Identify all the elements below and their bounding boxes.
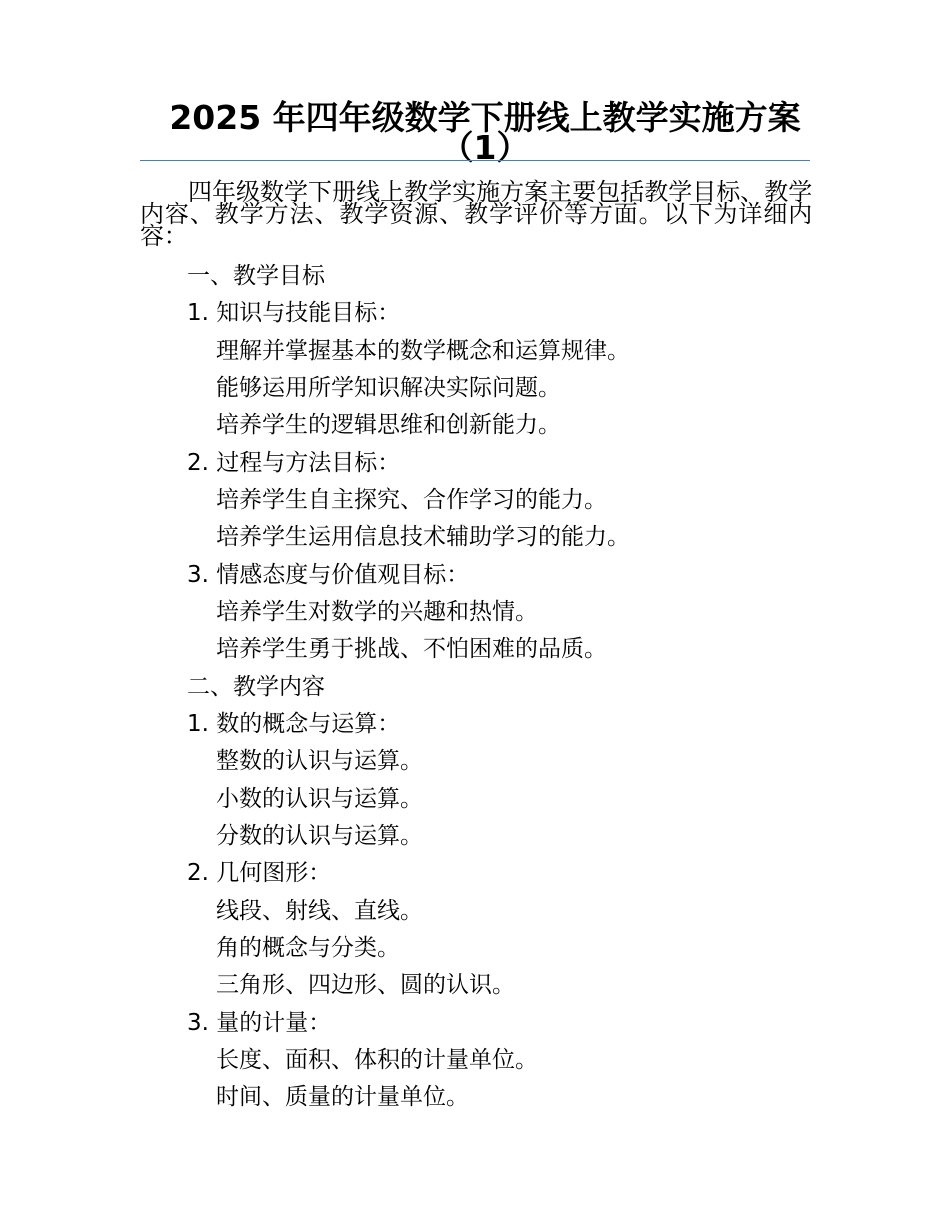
list-item: 培养学生自主探究、合作学习的能力。 [216, 487, 607, 513]
list-item: 分数的认识与运算。 [216, 823, 423, 849]
list-item: 培养学生的逻辑思维和创新能力。 [216, 412, 561, 438]
item-process-methods: 2. 过程与方法目标： [187, 450, 401, 476]
list-item: 能够运用所学知识解决实际问题。 [216, 375, 561, 401]
list-item: 整数的认识与运算。 [216, 748, 423, 774]
item-measurement: 3. 量的计量： [187, 1010, 332, 1036]
section-heading-teaching-content: 二、教学内容 [187, 674, 325, 700]
document-title: 2025 年四年级数学下册线上教学实施方案（1） [169, 98, 801, 167]
list-item: 培养学生勇于挑战、不怕困难的品质。 [216, 636, 607, 662]
list-item: 长度、面积、体积的计量单位。 [216, 1047, 538, 1073]
intro-paragraph: 四年级数学下册线上教学实施方案主要包括教学目标、教学内容、教学方法、教学资源、教学评价等方面。以下为详细内容： [140, 178, 812, 250]
title-underline-rule [140, 160, 810, 161]
list-item: 理解并掌握基本的数学概念和运算规律。 [216, 338, 630, 364]
item-attitude-values: 3. 情感态度与价值观目标： [187, 562, 470, 588]
list-item: 时间、质量的计量单位。 [216, 1084, 469, 1110]
item-knowledge-skills: 1. 知识与技能目标： [187, 300, 401, 326]
list-item: 角的概念与分类。 [216, 935, 400, 961]
list-item: 线段、射线、直线。 [216, 898, 423, 924]
list-item: 培养学生运用信息技术辅助学习的能力。 [216, 524, 630, 550]
item-geometry: 2. 几何图形： [187, 860, 332, 886]
item-numbers-operations: 1. 数的概念与运算： [187, 711, 401, 737]
list-item: 小数的认识与运算。 [216, 786, 423, 812]
list-item: 三角形、四边形、圆的认识。 [216, 972, 515, 998]
list-item: 培养学生对数学的兴趣和热情。 [216, 599, 538, 625]
section-heading-teaching-goals: 一、教学目标 [187, 263, 325, 289]
